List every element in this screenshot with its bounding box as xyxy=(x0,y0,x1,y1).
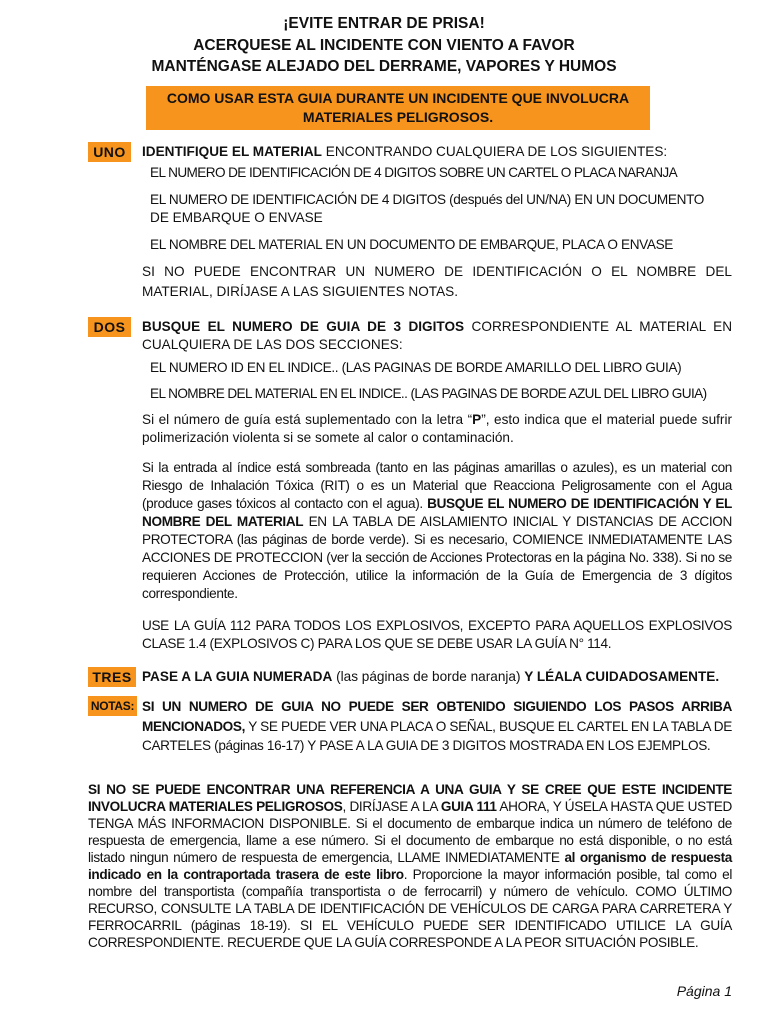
banner-line-2: MATERIALES PELIGROSOS. xyxy=(302,109,494,125)
step-uno-heading-rest: ENCONTRANDO CUALQUIERA DE LOS SIGUIENTES: xyxy=(322,144,668,159)
final-bold-2: GUIA 111 xyxy=(440,799,497,814)
step-tres-tag: TRES xyxy=(88,667,136,687)
dos-p2-text-b: EN LA TABLA DE AISLAMIENTO INICIAL Y DISTANCIAS DE ACCION PROTECTORA (las páginas de borde verde). Si es necesario, COMIENCE INMEDIATAMENTE LAS ACCIONES DE PROTECCION (ver la sección de Acciones Protectoras en la página No. 338). Si no se requieren Acciones de Protección, utilice la información de la Guía de Emergencia de 3 dígitos correspondiente. xyxy=(142,514,732,601)
dos-paragraph-3: USE LA GUÍA 112 PARA TODOS LOS EXPLOSIVOS, EXCEPTO PARA AQUELLOS EXPLOSIVOS CLASE 1.4 (EXPLOSIVOS C) PARA LOS QUE SE DEBE USAR LA GUÍA N° 114. xyxy=(142,618,732,651)
final-bold-3: al organismo de respuesta indicado en la contraportada trasera de este libro xyxy=(88,850,732,882)
step-uno-heading xyxy=(142,143,742,161)
step-uno-heading-bold: IDENTIFIQUE EL MATERIAL xyxy=(142,144,322,159)
final-paragraph xyxy=(88,781,732,951)
step-tres-bold-2: Y LÉALA CUIDADOSAMENTE. xyxy=(524,669,720,684)
uno-note: SI NO PUEDE ENCONTRAR UN NUMERO DE IDENTIFICACIÓN O EL NOMBRE DEL MATERIAL, DIRÍJASE A LAS SIGUIENTES NOTAS. xyxy=(142,264,732,299)
notas-tag: NOTAS: xyxy=(88,696,137,716)
step-dos-heading-rest: CORRESPONDIENTE AL MATERIAL EN CUALQUIERA DE LAS DOS SECCIONES: xyxy=(142,319,733,352)
dos-p1-letter: P xyxy=(472,412,482,427)
final-text-2: AHORA, Y ÚSELA HASTA QUE USTED TENGA MÁS INFORMACION DISPONIBLE. Si el documento de embarque indica un número de teléfono de respuesta de emergencia, llame a ese número. Si el documento de embarque no está disponible, o no está listado ningun número de respuesta de emergencia, LLAME INMEDIATAMENTE xyxy=(88,799,732,865)
dos-paragraph-2 xyxy=(142,459,732,603)
uno-item-2-line-1: EL NUMERO DE IDENTIFICACIÓN DE 4 DIGITOS (después del UN/NA) EN UN DOCUMENTO xyxy=(150,192,705,207)
dos-item-2: EL NOMBRE DEL MATERIAL EN EL INDICE.. (LAS PAGINAS DE BORDE AZUL DEL LIBRO GUIA) xyxy=(150,386,707,401)
header-line-3: MANTÉNGASE ALEJADO DEL DERRAME, VAPORES Y HUMOS xyxy=(151,58,617,75)
dos-p1-text-a: Si el número de guía está suplementado con la letra “ xyxy=(142,412,473,427)
step-dos-heading xyxy=(142,318,732,354)
step-dos-tag: DOS xyxy=(88,317,131,337)
dos-p1-text-b: ”, esto indica que el material puede sufrir polimerización violenta si se somete al calor o contaminación. xyxy=(142,412,732,445)
page-number: Página 1 xyxy=(676,983,732,999)
final-text-1: , DIRÍJASE A LA xyxy=(342,799,441,814)
step-tres-rest: (las páginas de borde naranja) xyxy=(332,669,525,684)
notas-bold: SI UN NUMERO DE GUIA NO PUEDE SER OBTENIDO SIGUIENDO LOS PASOS ARRIBA MENCIONADOS, xyxy=(142,699,732,734)
uno-item-2-line-2: DE EMBARQUE O ENVASE xyxy=(150,210,323,225)
header-line-1: ¡EVITE ENTRAR DE PRISA! xyxy=(283,15,485,32)
step-uno-tag: UNO xyxy=(88,142,131,162)
uno-item-3: EL NOMBRE DEL MATERIAL EN UN DOCUMENTO DE EMBARQUE, PLACA O ENVASE xyxy=(150,237,674,252)
notas-text xyxy=(142,697,732,756)
step-dos-heading-bold: BUSQUE EL NUMERO DE GUIA DE 3 DIGITOS xyxy=(142,319,465,334)
dos-item-1: EL NUMERO ID EN EL INDICE.. (LAS PAGINAS DE BORDE AMARILLO DEL LIBRO GUIA) xyxy=(150,360,682,375)
notas-rest: Y SE PUEDE VER UNA PLACA O SEÑAL, BUSQUE EL CARTEL EN LA TABLA DE CARTELES (páginas 16-17) Y PASE A LA GUIA DE 3 DIGITOS MOSTRADA EN LOS EJEMPLOS. xyxy=(142,718,732,753)
banner-line-1: COMO USAR ESTA GUIA DURANTE UN INCIDENTE QUE INVOLUCRA xyxy=(166,90,630,106)
dos-p2-bold: BUSQUE EL NUMERO DE IDENTIFICACIÓN Y EL NOMBRE DEL MATERIAL xyxy=(142,496,733,529)
step-tres-bold-1: PASE A LA GUIA NUMERADA xyxy=(142,669,333,684)
step-tres-text xyxy=(142,668,742,686)
final-bold-1: SI NO SE PUEDE ENCONTRAR UNA REFERENCIA A UNA GUIA Y SE CREE QUE ESTE INCIDENTE INVOLUCRA MATERIALES PELIGROSOS xyxy=(88,782,732,814)
uno-item-1: EL NUMERO DE IDENTIFICACIÓN DE 4 DIGITOS SOBRE UN CARTEL O PLACA NARANJA xyxy=(150,165,678,180)
final-text-3: . Proporcione la mayor información posible, tal como el nombre del transportista (compañía transportista o de ferrocarril) y número de vehículo. COMO ÚLTIMO RECURSO, CONSULTE LA TABLA DE IDENTIFICACIÓN DE VEHÍCULOS DE CARGA PARA CARRETERA Y FERROCARRIL (páginas 18-19). SI EL VEHÍCULO PUEDE SER IDENTIFICADO UTILICE LA GUÍA CORRESPONDIENTE. RECUERDE QUE LA GUÍA CORRESPONDE A LA PEOR SITUACIÓN POSIBLE. xyxy=(88,867,732,950)
dos-p2-text-a: Si la entrada al índice está sombreada (tanto en las páginas amarillas o azules), es un material con Riesgo de Inhalación Tóxica (RIT) o es un Material que Reacciona Peligrosamente con el Agua (produce gases tóxicos al contacto con el agua). xyxy=(142,460,732,511)
dos-paragraph-1 xyxy=(142,411,732,447)
instructions-banner xyxy=(146,86,650,130)
header-line-2: ACERQUESE AL INCIDENTE CON VIENTO A FAVOR xyxy=(193,37,575,54)
